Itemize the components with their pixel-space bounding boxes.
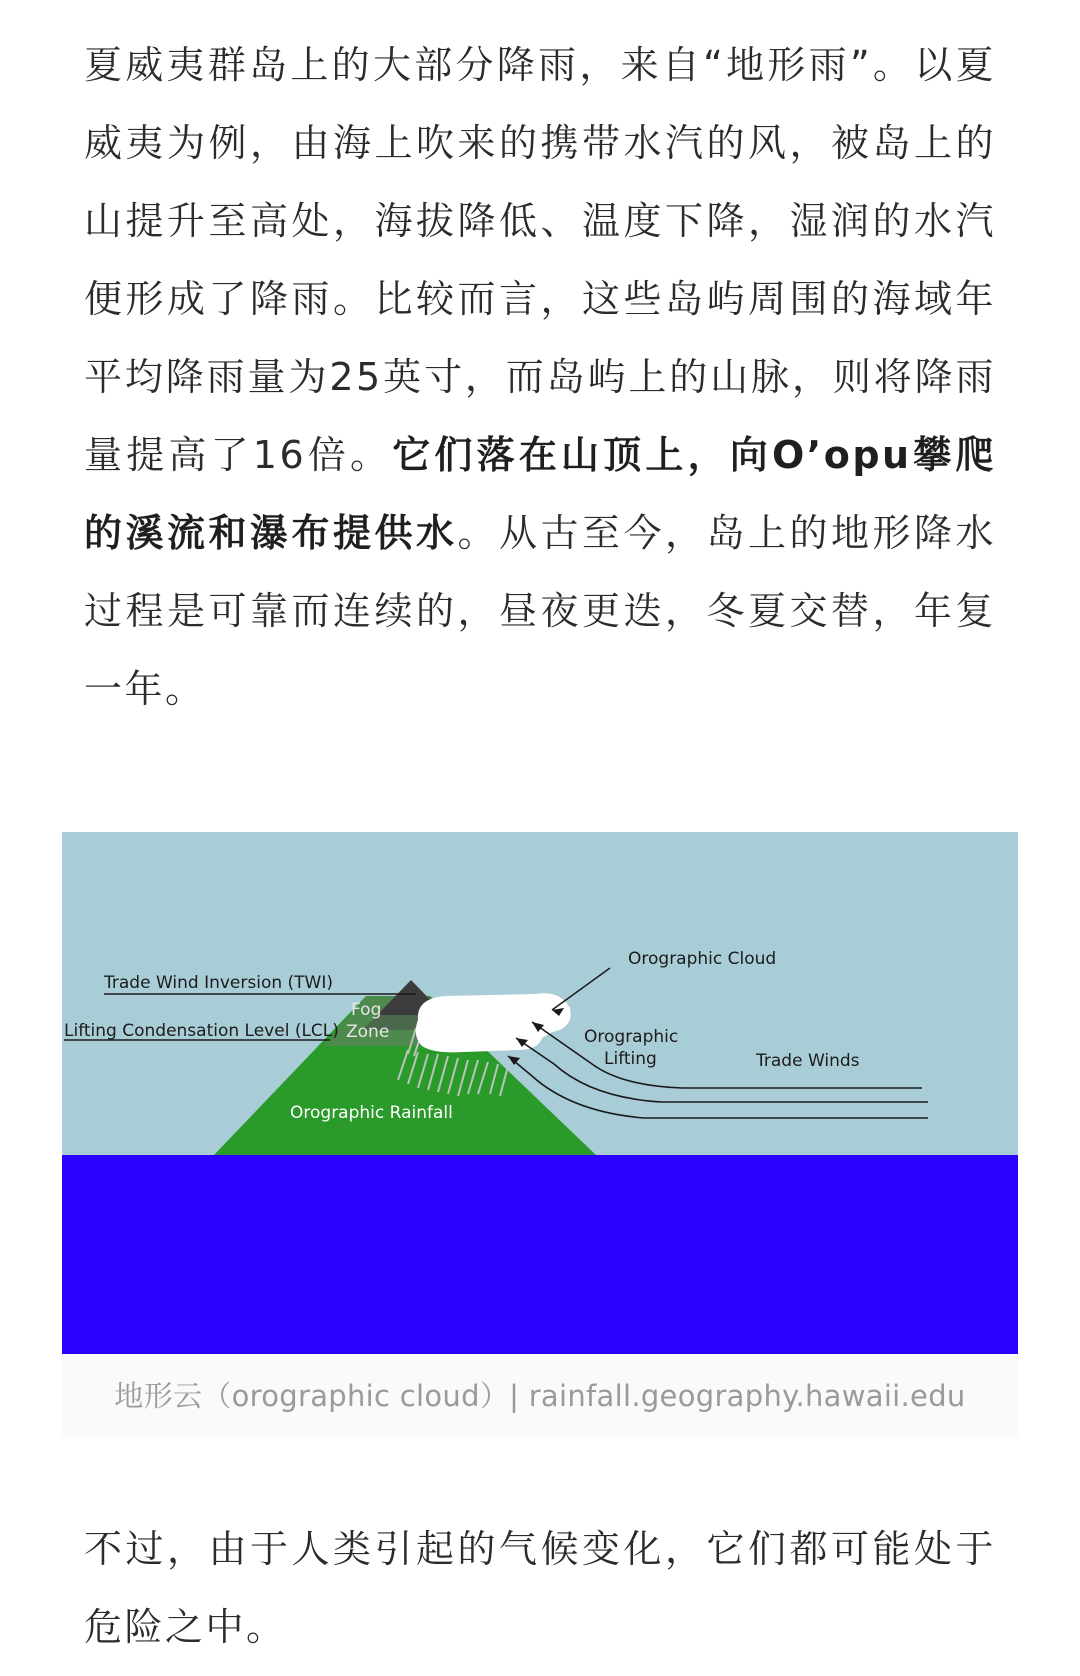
article-paragraph-1 xyxy=(84,26,996,728)
figure-caption: 地形云（orographic cloud）| rainfall.geography.hawaii.edu xyxy=(114,1379,966,1413)
figure-block xyxy=(62,832,1018,1436)
ocean xyxy=(62,1155,1018,1354)
label-fog-zone-line2: Zone xyxy=(346,1022,390,1042)
paragraph-1-text: 夏威夷群岛上的大部分降雨，来自“地形雨”。以夏威夷为例，由海上吹来的携带水汽的风，被岛上的山提升至高处，海拔降低、温度下降，湿润的水汽便形成了降雨。比较而言，这些岛屿周围的海域年平均降雨量为25英寸，而岛屿上的山脉，则将降雨量提高了16倍。 xyxy=(84,43,996,477)
label-orographic-cloud: Orographic Cloud xyxy=(628,949,777,969)
paragraph-1-bold-text: 它们落在山顶上，向O’opu攀爬的溪流和瀑布提供水 xyxy=(84,433,996,555)
label-trade-winds: Trade Winds xyxy=(756,1051,860,1071)
label-trade-wind-inversion: Trade Wind Inversion (TWI) xyxy=(104,973,334,993)
label-fog-zone-line1: Fog xyxy=(351,1000,382,1020)
label-orographic-rainfall: Orographic Rainfall xyxy=(290,1103,453,1123)
label-orographic-lifting-line1: Orographic xyxy=(584,1027,679,1047)
article-paragraph-2: 不过，由于人类引起的气候变化，它们都可能处于危险之中。 xyxy=(84,1527,996,1649)
label-orographic-lifting-line2: Lifting xyxy=(604,1049,657,1069)
label-lifting-condensation-level: Lifting Condensation Level (LCL) xyxy=(64,1021,339,1041)
orographic-cloud-diagram xyxy=(62,832,1018,1354)
paragraph-1-text-end: 。从古至今，岛上的地形降水过程是可靠而连续的，昼夜更迭，冬夏交替，年复一年。 xyxy=(84,511,996,711)
